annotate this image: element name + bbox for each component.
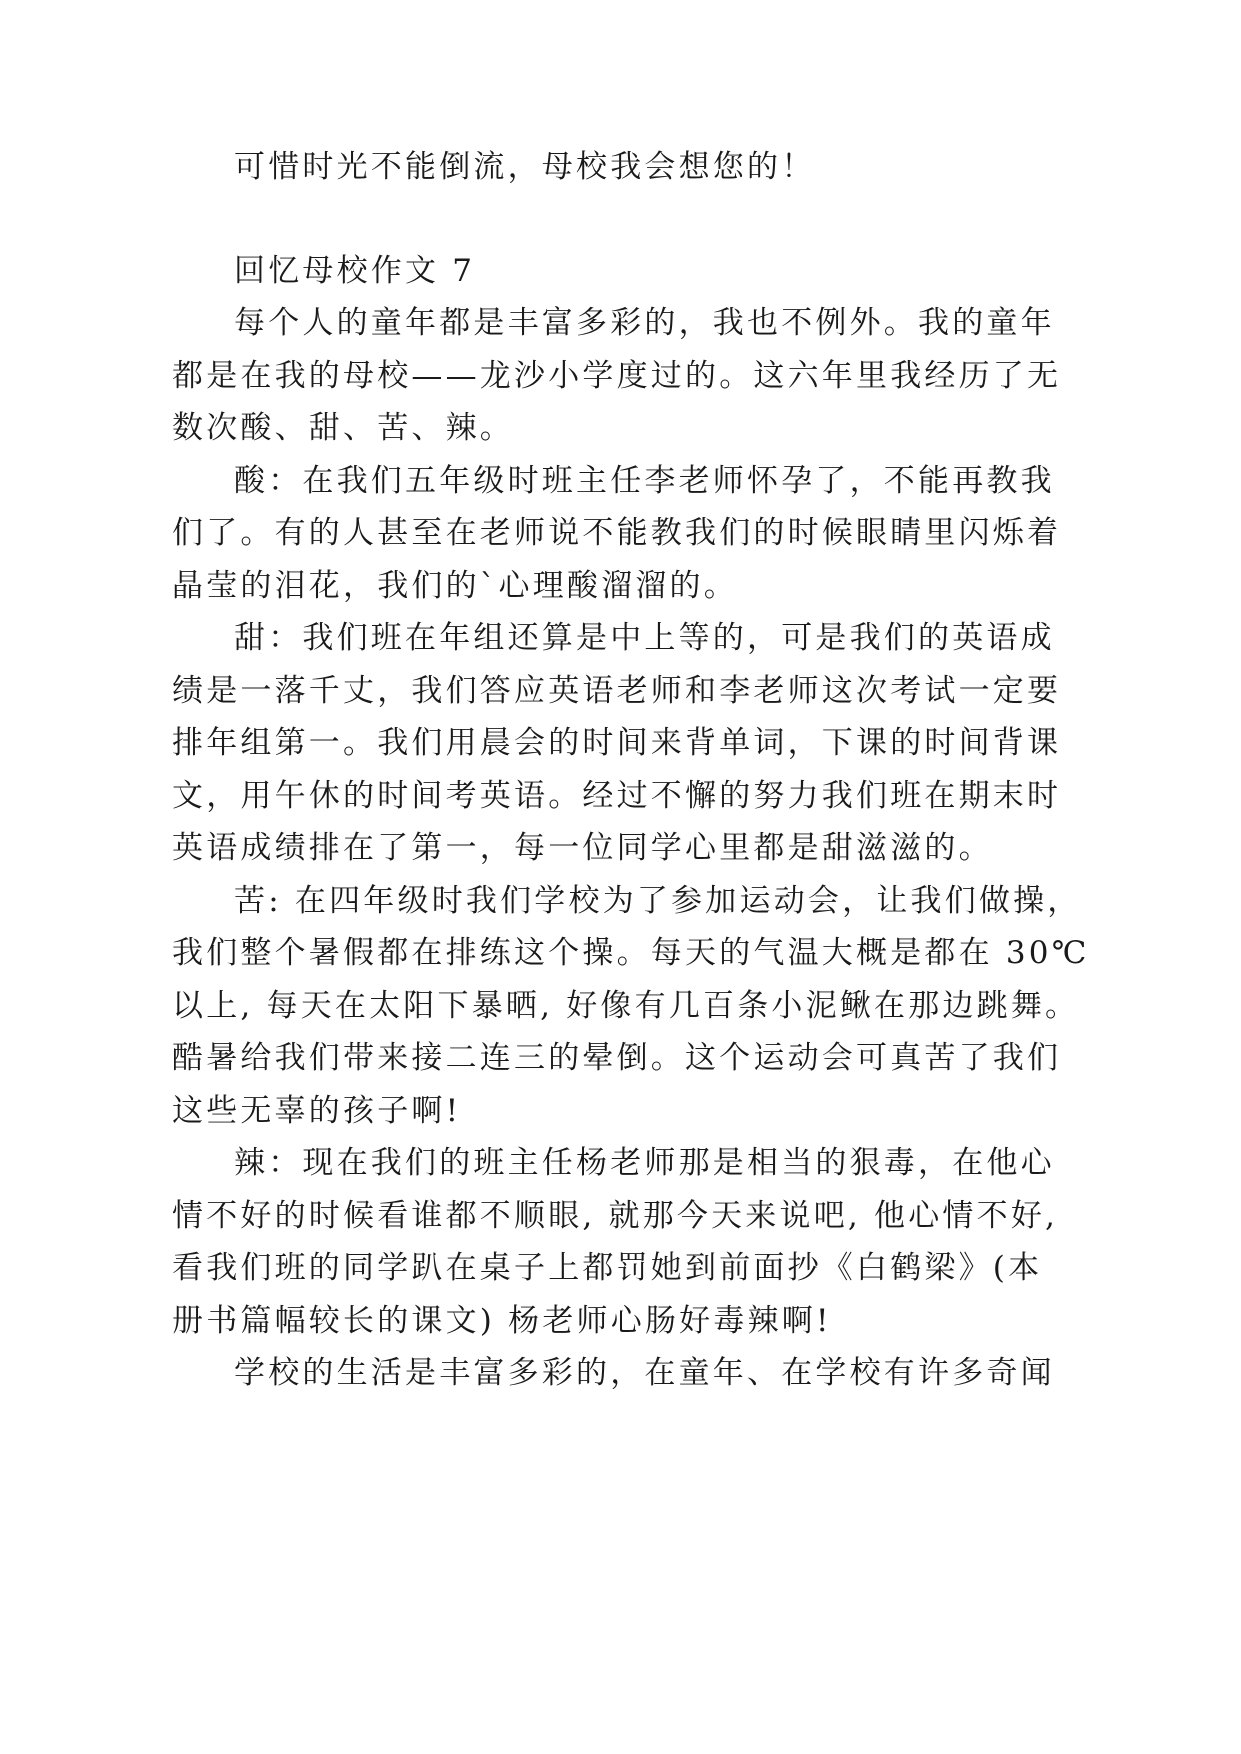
text-line: 看我们班的同学趴在桌子上都罚她到前面抄《白鹤梁》(本	[172, 1250, 1043, 1286]
text-line: 每个人的童年都是丰富多彩的，我也不例外。我的童年	[234, 305, 1055, 341]
text-line: 排年组第一。我们用晨会的时间来背单词，下课的时间背课	[172, 725, 1062, 761]
text-line: 我们整个暑假都在排练这个操。每天的气温大概是都在 30℃	[172, 935, 1090, 971]
essay-title: 回忆母校作文 7	[234, 253, 476, 289]
text-line: 数次酸、甜、苦、辣。	[172, 410, 514, 446]
text-line: 学校的生活是丰富多彩的，在童年、在学校有许多奇闻	[234, 1355, 1055, 1391]
text-line: 册书篇幅较长的课文) 杨老师心肠好毒辣啊!	[172, 1303, 832, 1339]
text-line: 酸：在我们五年级时班主任李老师怀孕了，不能再教我	[234, 463, 1055, 499]
text-line: 这些无辜的孩子啊!	[172, 1093, 462, 1129]
text-line: 绩是一落千丈，我们答应英语老师和李老师这次考试一定要	[172, 673, 1062, 709]
text-line: 晶莹的泪花，我们的`心理酸溜溜的。	[172, 568, 738, 604]
text-line: 以上, 每天在太阳下暴晒, 好像有几百条小泥鳅在那边跳舞。	[172, 988, 1080, 1024]
text-line: 辣：现在我们的班主任杨老师那是相当的狠毒，在他心	[234, 1145, 1055, 1181]
text-line: 情不好的时候看谁都不顺眼, 就那今天来说吧, 他心情不好,	[172, 1198, 1059, 1234]
text-line: 酷暑给我们带来接二连三的晕倒。这个运动会可真苦了我们	[172, 1040, 1062, 1076]
text-line: 甜：我们班在年组还算是中上等的，可是我们的英语成	[234, 620, 1055, 656]
text-line: 们了。有的人甚至在老师说不能教我们的时候眼睛里闪烁着	[172, 515, 1062, 551]
text-line: 英语成绩排在了第一，每一位同学心里都是甜滋滋的。	[172, 830, 993, 866]
text-line: 文，用午休的时间考英语。经过不懈的努力我们班在期末时	[172, 778, 1062, 814]
closing-line: 可惜时光不能倒流，母校我会想您的！	[234, 149, 816, 185]
text-line: 都是在我的母校——龙沙小学度过的。这六年里我经历了无	[172, 358, 1062, 394]
text-line: 苦: 在四年级时我们学校为了参加运动会，让我们做操，	[234, 883, 1082, 919]
